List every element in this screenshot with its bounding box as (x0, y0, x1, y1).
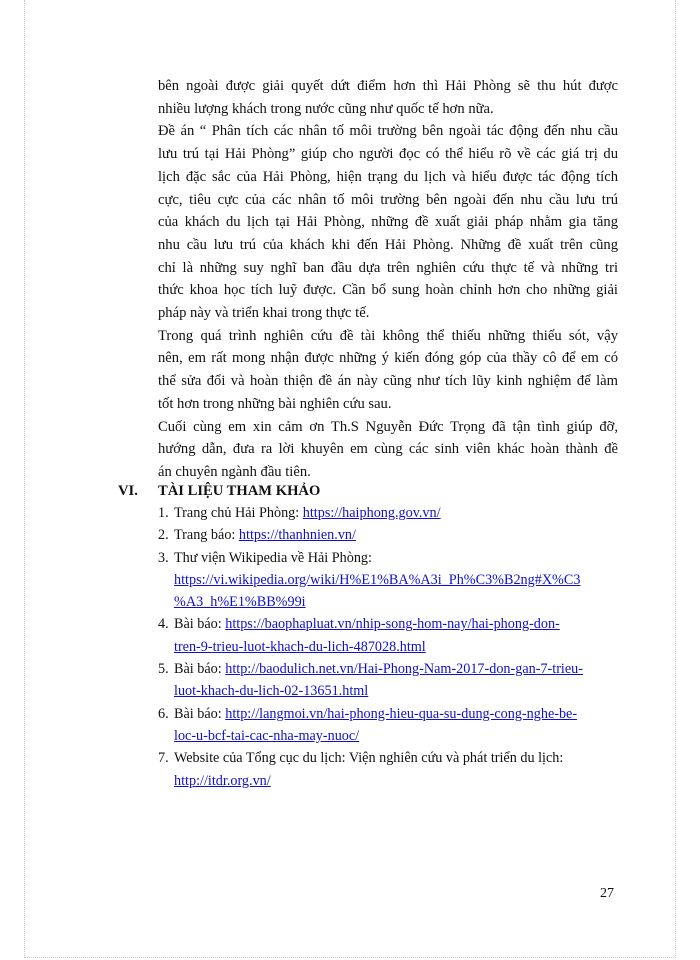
text-line: pháp này và triển khai trong thực tế. (158, 305, 370, 322)
reference-link[interactable]: http://itdr.org.vn/ (174, 772, 271, 789)
reference-item (158, 613, 628, 658)
text-line: nên, em rất mong nhận được những ý kiến đóng góp của thầy cô để em có (158, 350, 618, 367)
text-line: lưu trú tại Hải Phòng” giúp cho người đọc có thể hiểu rõ về các giá trị du (158, 146, 618, 163)
reference-label: Bài báo: (174, 661, 226, 678)
reference-label: Trang chủ Hải Phòng: (174, 505, 303, 521)
reference-link[interactable]: https://haiphong.gov.vn/ (302, 505, 441, 521)
reference-list (158, 502, 628, 792)
reference-link[interactable]: http://baodulich.net.vn/Hai-Phong-Nam-2017-don-gan-7-trieu- (225, 661, 583, 678)
text-line: cực, tiêu cực của các nhân tố môi trường bên ngoài đến nhu cầu lưu trú (158, 191, 618, 208)
reference-item (158, 658, 628, 703)
reference-item (158, 547, 628, 614)
body-text (158, 75, 618, 484)
reference-link[interactable]: http://langmoi.vn/hai-phong-hieu-qua-su-dung-cong-nghe-be- (225, 705, 578, 722)
reference-link-continued[interactable]: luot-khach-du-lich-02-13651.html (174, 683, 369, 700)
reference-link[interactable]: https://vi.wikipedia.org/wiki/H%E1%BA%A3i_Ph%C3%B2ng#X%C3 (174, 571, 581, 588)
text-line: thể sửa đổi và hoàn thiện đề án này cũng như tích lũy kinh nghiệm để làm (158, 373, 618, 390)
reference-label: Website của Tổng cục du lịch: Viện nghiên cứu và phát triển du lịch: (174, 750, 564, 767)
reference-label: Bài báo: (174, 705, 226, 722)
text-line: tốt hơn trong những bài nghiên cứu sau. (158, 395, 392, 412)
text-line: thức khoa học tích luỹ được. Cần bổ sung hoàn chỉnh hơn cho những giải (158, 282, 618, 299)
text-line: án chuyên ngành đầu tiên. (158, 463, 311, 480)
reference-item (158, 703, 628, 748)
text-line: bên ngoài được giải quyết dứt điểm hơn thì Hải Phòng sẽ thu hút được (158, 78, 618, 94)
paragraph (158, 416, 618, 484)
text-line: hướng dẫn, đưa ra lời khuyên em cùng các sinh viên khác hoàn thành đề (158, 441, 618, 458)
reference-index: 5. (158, 661, 169, 678)
section-heading (118, 480, 320, 502)
reference-index: 3. (158, 549, 169, 566)
reference-item (158, 524, 628, 546)
section-number: VI. (118, 483, 138, 499)
paragraph (158, 120, 618, 324)
text-line: Đề án “ Phân tích các nhân tố môi trường bên ngoài tác động đến nhu cầu (158, 123, 618, 140)
reference-item (158, 747, 628, 792)
reference-label: Bài báo: (174, 616, 226, 633)
paragraph (158, 325, 618, 416)
reference-label: Trang báo: (174, 527, 239, 544)
reference-item (158, 502, 628, 524)
reference-index: 4. (158, 616, 169, 633)
text-line: nhiều lượng khách trong nước cũng như quốc tế hơn nữa. (158, 100, 494, 117)
reference-link-continued[interactable]: loc-u-bcf-tai-cac-nha-may-nuoc/ (174, 727, 360, 744)
text-line: lịch đặc sắc của Hải Phòng, hiện trạng du lịch và hiểu được tác động tích (158, 168, 618, 185)
section-title: TÀI LIỆU THAM KHẢO (158, 483, 321, 499)
reference-link[interactable]: https://thanhnien.vn/ (238, 527, 356, 544)
reference-index: 6. (158, 705, 169, 722)
page-number: 27 (600, 886, 614, 901)
reference-link-continued[interactable]: tren-9-trieu-luot-khach-du-lich-487028.html (174, 638, 426, 655)
reference-link[interactable]: https://baophapluat.vn/nhip-song-hom-nay/hai-phong-don- (225, 616, 560, 633)
text-line: nhu cầu lưu trú của khách khi đến Hải Phòng. Những đề xuất trên cũng (158, 236, 618, 253)
text-line: Cuối cùng em xin cảm ơn Th.S Nguyễn Đức Trọng đã tận tình giúp đỡ, (158, 418, 618, 435)
text-line: chỉ là những suy nghĩ ban đầu dựa trên nghiên cứu thực tế và những tri (158, 259, 618, 276)
text-line: Trong quá trình nghiên cứu đề tài không thể thiếu những thiếu sót, vậy (158, 327, 618, 344)
reference-index: 7. (158, 750, 169, 767)
reference-label: Thư viện Wikipedia về Hải Phòng: (174, 549, 372, 566)
text-line: của khách du lịch tại Hải Phòng, những đề xuất giải pháp nhằm gia tăng (158, 214, 618, 231)
paragraph (158, 75, 618, 120)
reference-index: 2. (158, 527, 169, 544)
reference-link-continued[interactable]: %A3_h%E1%BB%99i (174, 594, 306, 611)
reference-index: 1. (158, 505, 169, 521)
